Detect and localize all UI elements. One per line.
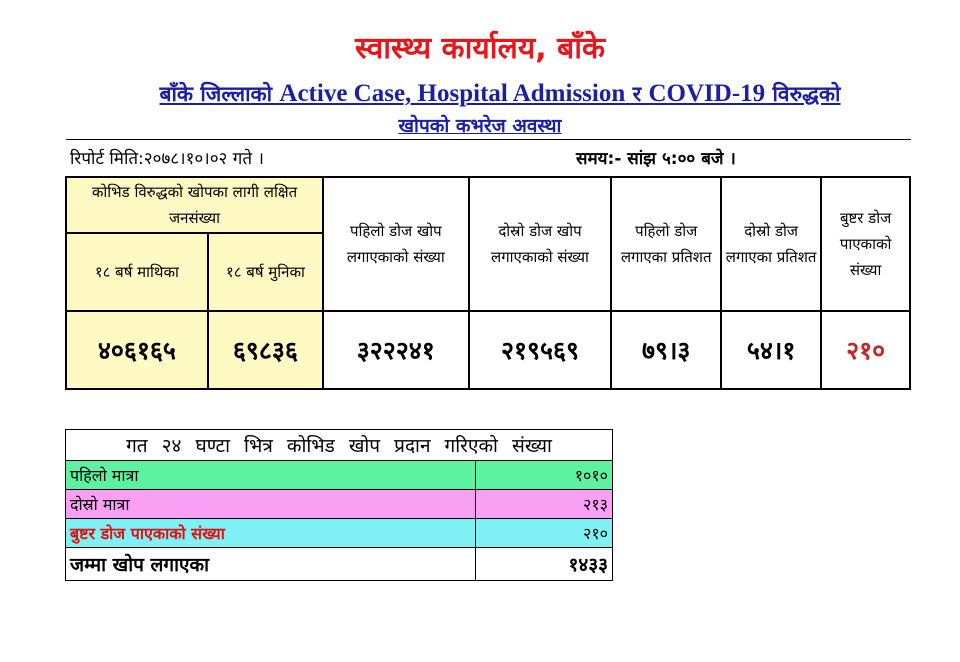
subtitle-against: विरुद्धको [765,82,841,106]
coverage-table [65,176,911,390]
daily-table-title: गत २४ घण्टा भित्र कोभिड खोप प्रदान गरिएको संख्या [66,430,613,461]
report-date: रिपोर्ट मिति:२०७८।१०।०२ गते । [70,149,264,169]
booster-value: २१० [821,311,910,389]
table-row-total [66,548,613,581]
first-pct-header: पहिलो डोज लगाएका प्रतिशत [611,177,721,311]
first-dose-value: ३२२२४१ [323,311,469,389]
first-pct-value: ७९।३ [611,311,721,389]
subtitle-and: र [625,82,649,106]
office-title: स्वास्थ्य कार्यालय, बाँके [354,31,606,66]
above-18-value: ४०६१६५ [66,311,208,389]
first-dose-daily-value: १०१० [476,461,613,490]
daily-vaccination-table [65,429,613,581]
second-dose-daily-value: २१३ [476,490,613,519]
below-18-header: १८ बर्ष मुनिका [208,233,323,311]
second-dose-header: दोस्रो डोज खोप लगाएकाको संख्या [469,177,612,311]
report-info-bar [66,139,911,176]
report-time: समय:- सांझ ५:०० बजे । [576,149,736,169]
subtitle-covid: COVID-19 [648,80,766,107]
table-row [66,490,613,519]
second-pct-value: ५४।१ [721,311,821,389]
second-dose-value: २१९५६९ [469,311,612,389]
report-subtitle-line2: खोपको कभरेज अवस्था [398,115,562,137]
second-pct-header: दोस्रो डोज लगाएका प्रतिशत [721,177,821,311]
below-18-value: ६९८३६ [208,311,323,389]
subtitle-active-case: Active Case, Hospital Admission [279,80,626,107]
report-subtitle [60,80,940,108]
booster-daily-label: बुष्टर डोज पाएकाको संख्या [66,519,476,548]
total-value: १४३३ [476,548,613,581]
booster-daily-value: २१० [476,519,613,548]
table-row [66,461,613,490]
subtitle-district: बाँके जिल्लाको [159,82,280,106]
first-dose-header: पहिलो डोज खोप लगाएकाको संख्या [323,177,469,311]
total-label: जम्मा खोप लगाएका [66,548,476,581]
booster-header: बुष्टर डोज पाएकाको संख्या [821,177,910,311]
table-row [66,519,613,548]
second-dose-daily-label: दोस्रो मात्रा [66,490,476,519]
target-population-header: कोभिड विरुद्धको खोपका लागी लक्षित जनसंख्या [66,177,323,233]
first-dose-daily-label: पहिलो मात्रा [66,461,476,490]
above-18-header: १८ बर्ष माथिका [66,233,208,311]
